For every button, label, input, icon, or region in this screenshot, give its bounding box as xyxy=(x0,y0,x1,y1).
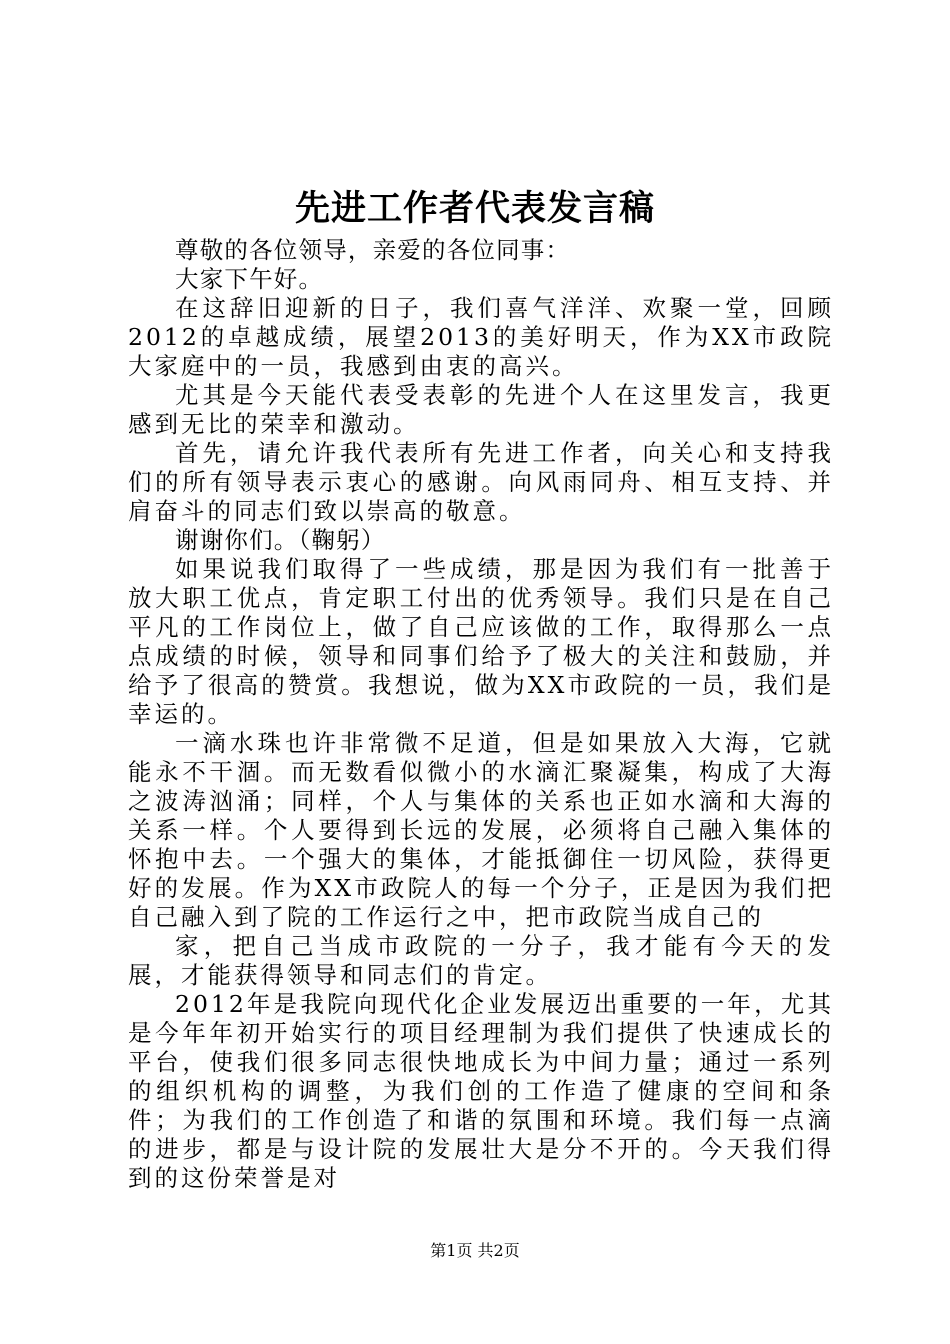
paragraph-4: 谢谢你们。（鞠躬） xyxy=(175,526,386,554)
paragraph-2: 尤其是今天能代表受表彰的先进个人在这里发言，我更感到无比的荣幸和激动。 xyxy=(128,381,834,438)
paragraph-salutation: 尊敬的各位领导，亲爱的各位同事： xyxy=(175,236,571,264)
page-footer: 第1页 共2页 xyxy=(430,1241,520,1260)
document-body xyxy=(128,236,834,1193)
paragraph-1: 在这辞旧迎新的日子，我们喜气洋洋、欢聚一堂，回顾2012的卓越成绩，展望2013的美好明天，作为XX市政院大家庭中的一员，我感到由衷的高兴。 xyxy=(128,294,834,380)
document-title: 先进工作者代表发言稿 xyxy=(294,188,655,229)
paragraph-7: 家，把自己当成市政院的一分子，我才能有今天的发展，才能获得领导和同志们的肯定。 xyxy=(128,932,834,989)
paragraph-8: 2012年是我院向现代化企业发展迈出重要的一年，尤其是今年年初开始实行的项目经理制为我们提供了快速成长的平台，使我们很多同志很快地成长为中间力量；通过一系列的组织机构的调整，为我们创的工作造了健康的空间和条件；为我们的工作创造了和谐的氛围和环境。我们每一点滴的进步，都是与设计院的发展壮大是分不开的。今天我们得到的这份荣誉是对 xyxy=(128,990,834,1192)
paragraph-6: 一滴水珠也许非常微不足道，但是如果放入大海，它就能永不干涸。而无数看似微小的水滴汇聚凝集，构成了大海之波涛汹涌；同样，个人与集体的关系也正如水滴和大海的关系一样。个人要得到长远的发展，必须将自己融入集体的怀抱中去。一个强大的集体，才能抵御住一切风险，获得更好的发展。作为XX市政院人的每一个分子，正是因为我们把自己融入到了院的工作运行之中，把市政院当成自己的 xyxy=(128,729,834,931)
paragraph-greeting: 大家下午好。 xyxy=(175,265,324,293)
paragraph-3: 首先，请允许我代表所有先进工作者，向关心和支持我们的所有领导表示衷心的感谢。向风雨同舟、相互支持、并肩奋斗的同志们致以崇高的敬意。 xyxy=(128,439,834,525)
paragraph-5: 如果说我们取得了一些成绩，那是因为我们有一批善于放大职工优点，肯定职工付出的优秀领导。我们只是在自己平凡的工作岗位上，做了自己应该做的工作，取得那么一点点成绩的时候，领导和同事们给予了极大的关注和鼓励，并给予了很高的赞赏。我想说，做为XX市政院的一员，我们是幸运的。 xyxy=(128,555,834,728)
